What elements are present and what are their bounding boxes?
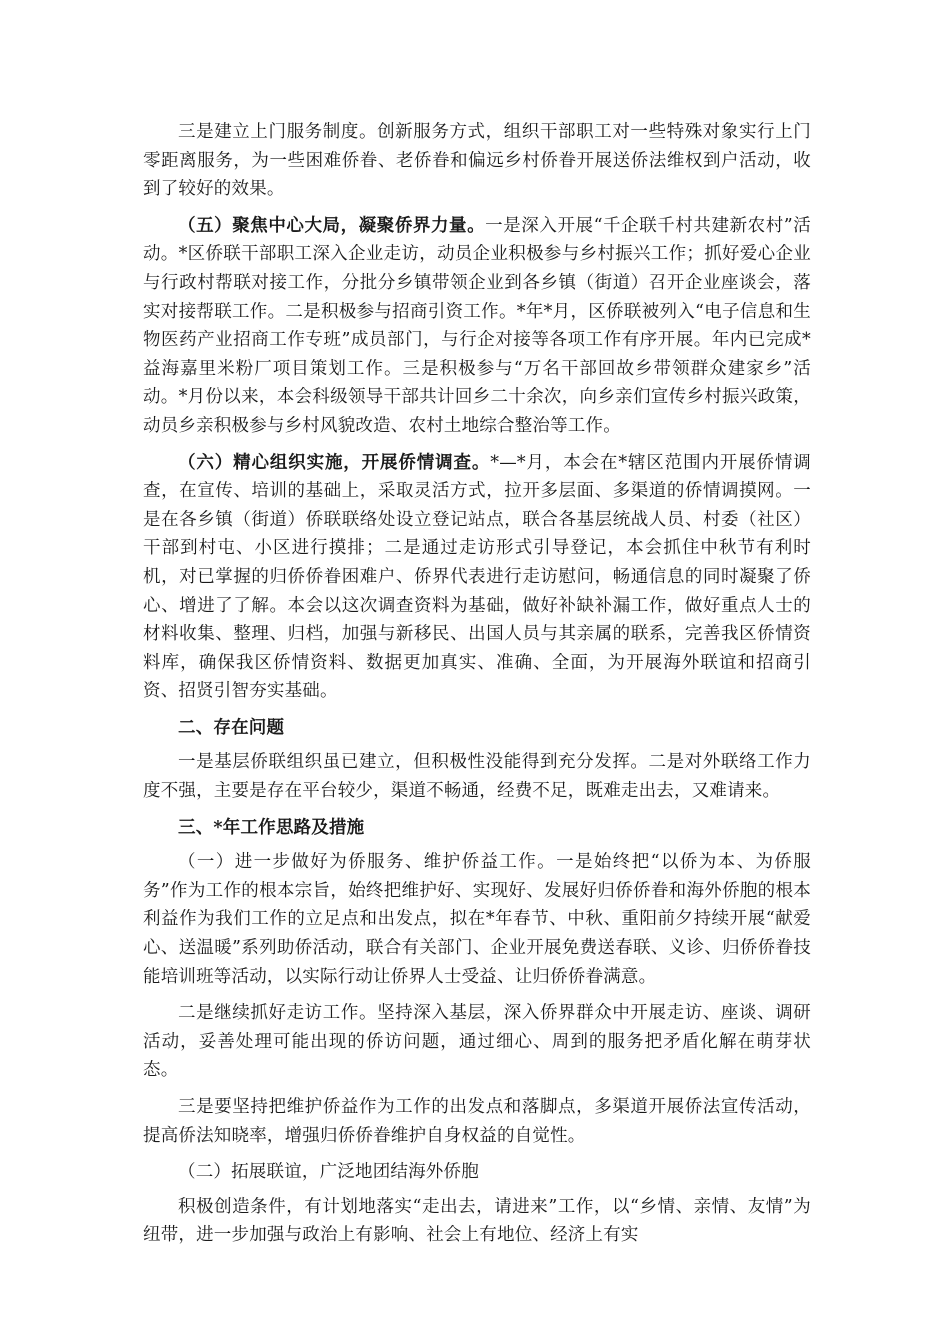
paragraph-rights: 三是要坚持把维护侨益作为工作的出发点和落脚点，多渠道开展侨法宣传活动，提高侨法知晓率，增强归侨侨眷维护自身权益的自觉性。 <box>143 1097 811 1146</box>
section-heading-problems: 二、存在问题 <box>178 717 285 738</box>
paragraph-text: 一是深入开展“千企联千村共建新农村”活动。*区侨联干部职工深入企业走访，动员企业积极参与乡村振兴工作；抓好爱心企业与行政村帮联对接工作，分批分乡镇带领企业到各乡镇（街道）召开企业座谈会，落实对接帮联工作。二是积极参与招商引资工作。*年*月，区侨联被列入“电子信息和生物医药产业招商工作专班”成员部门，与行企对接等各项工作有序开展。年内已完成*益海嘉里米粉厂项目策划工作。三是积极参与“万名干部回故乡带领群众建家乡”活动。*月份以来，本会科级领导干部共计回乡二十余次，向乡亲们宣传乡村振兴政策，动员乡亲积极参与乡村风貌改造、农村土地综合整治等工作。 <box>143 215 811 436</box>
paragraph-create-conditions: 积极创造条件，有计划地落实“走出去，请进来”工作，以“乡情、亲情、友情”为纽带，进一步加强与政治上有影响、社会上有地位、经济上有实 <box>143 1196 811 1246</box>
paragraph-door-service: 三是建立上门服务制度。创新服务方式，组织干部职工对一些特殊对象实行上门零距离服务，为一些困难侨眷、老侨眷和偏远乡村侨眷开展送侨法维权到户活动，收到了较好的效果。 <box>143 122 811 200</box>
paragraph-visits: 二是继续抓好走访工作。坚持深入基层，深入侨界群众中开展走访、座谈、调研活动，妥善处理可能出现的侨访问题，通过细心、周到的服务把矛盾化解在萌芽状态。 <box>143 1003 811 1081</box>
paragraph-lead: （五）聚焦中心大局，凝聚侨界力量。 <box>178 215 486 236</box>
paragraph-lead: （六）精心组织实施，开展侨情调查。 <box>178 452 491 473</box>
paragraph-focus-center <box>143 212 811 441</box>
paragraph-expand-ties: （二）拓展联谊，广泛地团结海外侨胞 <box>178 1162 479 1183</box>
document-body <box>143 118 811 1258</box>
paragraph-text: *—*月，本会在*辖区范围内开展侨情调查，在宣传、培训的基础上，采取灵活方式，拉开多层面、多渠道的侨情调摸网。一是在各乡镇（街道）侨联联络处设立登记站点，联合各基层统战人员、村委（社区）干部到村屯、小区进行摸排；二是通过走访形式引导登记，本会抓住中秋节有利时机，对已掌握的归侨侨眷困难户、侨界代表进行走访慰问，畅通信息的同时凝聚了侨心、增进了了解。本会以这次调查资料为基础，做好补缺补漏工作，做好重点人士的材料收集、整理、归档，加强与新移民、出国人员与其亲属的联系，完善我区侨情资料库，确保我区侨情资料、数据更加真实、准确、全面，为开展海外联谊和招商引资、招贤引智夯实基础。 <box>143 452 811 702</box>
paragraph-problems: 一是基层侨联组织虽已建立，但积极性没能得到充分发挥。二是对外联络工作力度不强，主要是存在平台较少，渠道不畅通，经费不足，既难走出去，又难请来。 <box>143 752 811 802</box>
paragraph-survey <box>143 449 811 706</box>
paragraph-service-work: （一）进一步做好为侨服务、维护侨益工作。一是始终把“以侨为本、为侨服务”作为工作的根本宗旨，始终把维护好、实现好、发展好归侨侨眷和海外侨胞的根本利益作为我们工作的立足点和出发点，拟在*年春节、中秋、重阳前夕持续开展“献爱心、送温暖”系列助侨活动，联合有关部门、企业开展免费送春联、义诊、归侨侨眷技能培训班等活动，以实际行动让侨界人士受益、让归侨侨眷满意。 <box>143 852 811 987</box>
section-heading-plans: 三、*年工作思路及措施 <box>178 817 365 838</box>
